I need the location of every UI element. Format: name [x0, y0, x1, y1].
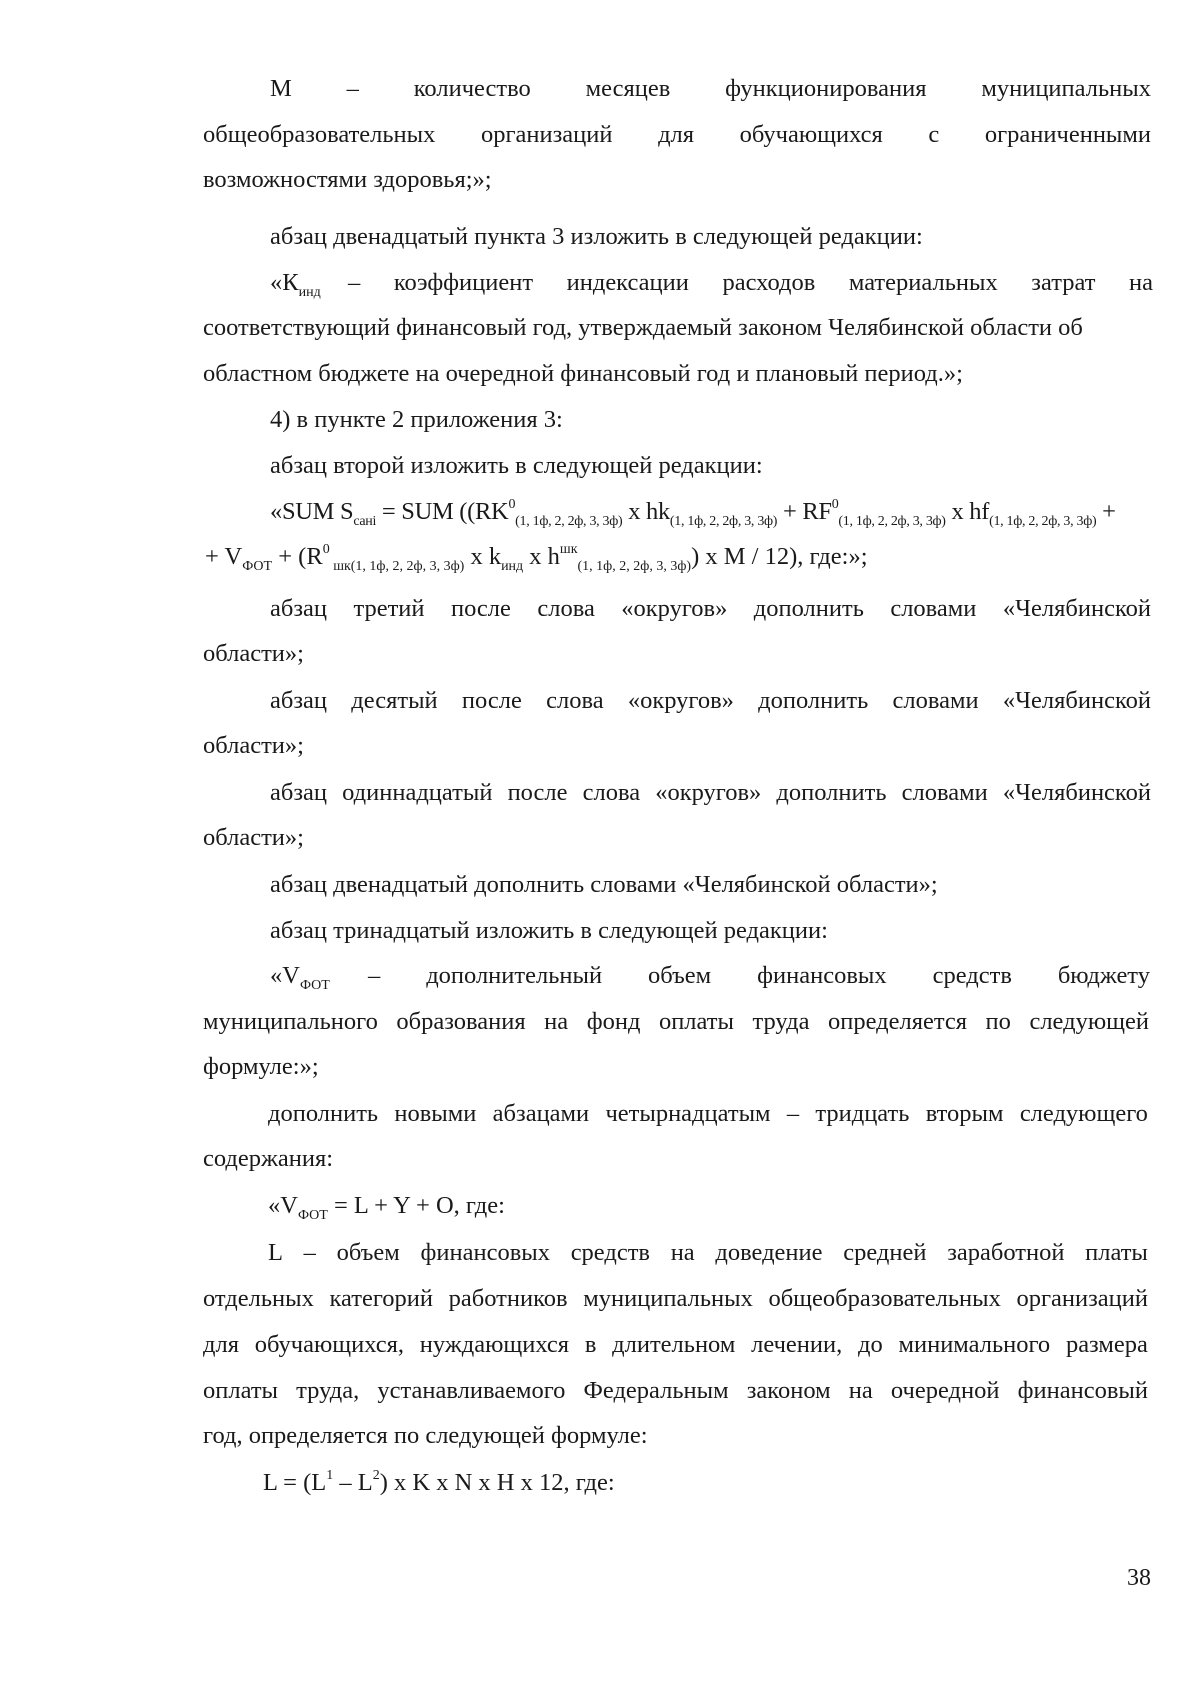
- word: средней: [843, 1239, 927, 1266]
- text-line: возможностями здоровья;»;: [203, 166, 492, 193]
- justified-line: [348, 268, 1153, 298]
- word: нуждающихся: [419, 1331, 570, 1358]
- text-line: год, определяется по следующей формуле:: [203, 1422, 648, 1449]
- word: по: [985, 1008, 1011, 1035]
- word: –: [346, 75, 359, 102]
- word: бюджету: [1057, 962, 1150, 989]
- word: «округов»: [627, 687, 734, 714]
- word: образования: [396, 1008, 526, 1035]
- word: доведение: [715, 1239, 823, 1266]
- word: дополнить: [776, 779, 887, 806]
- text-line: абзац двенадцатый пункта 3 изложить в следующей редакции:: [270, 223, 923, 250]
- word: затрат: [1031, 269, 1096, 296]
- word: отдельных: [203, 1285, 314, 1312]
- formula-line: + $V_{ФОТ} + (R^0$ $_{шк(1, 1ф, 2, 2ф, 3, 3ф)}$ x $k_{инд}$ x $h^{шк}_{(1, 1ф, 2, 2ф, 3, 3ф)}$) x M / 12), где:»;: [205, 542, 868, 574]
- word: новыми: [394, 1100, 477, 1127]
- word: с: [928, 121, 940, 148]
- word: четырнадцатым: [605, 1100, 771, 1127]
- word: на: [1128, 269, 1153, 296]
- word: –: [303, 1239, 316, 1266]
- word: лечении,: [751, 1331, 843, 1358]
- word: финансовых: [757, 962, 887, 989]
- word: оплаты: [203, 1377, 278, 1404]
- justified-line: [368, 961, 1150, 991]
- text-line: областном бюджете на очередной финансовый год и плановый период.»;: [203, 360, 963, 387]
- word: законом: [746, 1377, 831, 1404]
- word: очередной: [890, 1377, 1000, 1404]
- word: «округов»: [621, 595, 728, 622]
- word: средств: [570, 1239, 650, 1266]
- word: обучающихся,: [254, 1331, 405, 1358]
- text-line: области»;: [203, 732, 304, 759]
- text-line: области»;: [203, 640, 304, 667]
- word: L: [268, 1239, 283, 1266]
- word: муниципальных: [981, 75, 1151, 102]
- word: оплаты: [658, 1008, 734, 1035]
- word: –: [368, 962, 381, 989]
- word: общеобразовательных: [203, 121, 436, 148]
- word: словами: [892, 687, 979, 714]
- justified-line: [203, 1007, 1149, 1037]
- word: заработной: [947, 1239, 1065, 1266]
- text-line: абзац второй изложить в следующей редакции:: [270, 452, 763, 479]
- word: «округов»: [655, 779, 762, 806]
- word: тридцать: [815, 1100, 910, 1127]
- word: общеобразовательных: [768, 1285, 1001, 1312]
- justified-line: [203, 1376, 1148, 1406]
- word: расходов: [722, 269, 816, 296]
- formula-line: «SUM $S_{сані}$ = SUM (($RK^0_{(1, 1ф, 2, 2ф, 3, 3ф)}$ x $hk_{(1, 1ф, 2, 2ф, 3, 3ф)} + RF^0_{(1, 1ф, 2, 2ф, 3, 3ф)}$ x $hf_{(1, 1ф, 2, 2ф, 3, 3ф)}$ +: [270, 497, 1116, 529]
- word: дополнить: [753, 595, 864, 622]
- word: количество: [413, 75, 531, 102]
- word: после: [507, 779, 568, 806]
- word: дополнительный: [426, 962, 603, 989]
- word: словами: [901, 779, 988, 806]
- word: труда,: [296, 1377, 360, 1404]
- word: муниципальных: [583, 1285, 753, 1312]
- text-line: формуле:»;: [203, 1053, 319, 1080]
- word: материальных: [848, 269, 998, 296]
- word: объем: [336, 1239, 400, 1266]
- word: –: [348, 269, 361, 296]
- word: следующей: [1029, 1008, 1149, 1035]
- justified-line: [268, 1099, 1148, 1129]
- formula-line: $L = (L^1 - L^2)$ x K x N x H x 12, где:: [263, 1468, 615, 1496]
- word: для: [203, 1331, 239, 1358]
- text-line: соответствующий финансовый год, утверждаемый законом Челябинской области об: [203, 314, 1083, 341]
- justified-line: [270, 686, 1151, 716]
- word: организаций: [480, 121, 613, 148]
- word: третий: [353, 595, 425, 622]
- formula-line: «$V_{ФОТ} = L + Y + O$, где:: [268, 1192, 505, 1223]
- word: «Челябинской: [1002, 595, 1151, 622]
- word: финансовый: [1017, 1377, 1148, 1404]
- word: платы: [1085, 1239, 1148, 1266]
- word: абзац: [270, 595, 328, 622]
- word: труда: [752, 1008, 810, 1035]
- word: –: [786, 1100, 800, 1127]
- word: на: [670, 1239, 695, 1266]
- justified-line: [268, 1238, 1148, 1268]
- justified-line: [270, 74, 1151, 104]
- word: после: [450, 595, 511, 622]
- word: средств: [932, 962, 1012, 989]
- word: следующего: [1019, 1100, 1148, 1127]
- word: обучающихся: [739, 121, 883, 148]
- word: на: [544, 1008, 569, 1035]
- page-number: 38: [1127, 1565, 1151, 1591]
- word: дополнить: [758, 687, 869, 714]
- text-line: содержания:: [203, 1145, 334, 1172]
- word: абзац: [270, 779, 328, 806]
- word: в: [584, 1331, 597, 1358]
- justified-line: [203, 1284, 1148, 1314]
- word: слова: [582, 779, 641, 806]
- word: индексации: [566, 269, 689, 296]
- variable-label: «$V_{ФОТ}$: [270, 962, 330, 993]
- word: после: [461, 687, 522, 714]
- word: размера: [1065, 1331, 1148, 1358]
- word: «Челябинской: [1002, 779, 1151, 806]
- word: Федеральным: [583, 1377, 729, 1404]
- word: одиннадцатый: [342, 779, 493, 806]
- word: категорий: [329, 1285, 434, 1312]
- word: определяется: [827, 1008, 968, 1035]
- word: слова: [546, 687, 604, 714]
- word: фонд: [586, 1008, 641, 1035]
- word: финансовых: [420, 1239, 550, 1266]
- coefficient-label: «$К_{инд}$: [270, 269, 321, 300]
- word: функционирования: [725, 75, 927, 102]
- word: абзацами: [492, 1100, 590, 1127]
- word: десятый: [351, 687, 438, 714]
- word: «Челябинской: [1002, 687, 1151, 714]
- word: объем: [648, 962, 712, 989]
- word: для: [658, 121, 695, 148]
- justified-line: [270, 778, 1151, 808]
- text-line: абзац двенадцатый дополнить словами «Челябинской области»;: [270, 871, 938, 898]
- word: до: [858, 1331, 883, 1358]
- word: муниципального: [203, 1008, 378, 1035]
- word: вторым: [925, 1100, 1004, 1127]
- word: работников: [448, 1285, 568, 1312]
- word: длительном: [612, 1331, 736, 1358]
- word: на: [848, 1377, 873, 1404]
- word: абзац: [270, 687, 328, 714]
- text-line: абзац тринадцатый изложить в следующей редакции:: [270, 917, 828, 944]
- justified-line: [270, 594, 1151, 624]
- word: организаций: [1016, 1285, 1148, 1312]
- word: коэффициент: [393, 269, 534, 296]
- text-line: области»;: [203, 824, 304, 851]
- word: дополнить: [268, 1100, 379, 1127]
- justified-line: [203, 120, 1151, 150]
- word: устанавливаемого: [377, 1377, 566, 1404]
- word: М: [270, 75, 292, 102]
- word: ограниченными: [984, 121, 1151, 148]
- justified-line: [203, 1330, 1148, 1360]
- word: словами: [890, 595, 977, 622]
- word: минимального: [898, 1331, 1051, 1358]
- word: слова: [537, 595, 595, 622]
- text-line: 4) в пункте 2 приложения 3:: [270, 406, 563, 433]
- word: месяцев: [585, 75, 671, 102]
